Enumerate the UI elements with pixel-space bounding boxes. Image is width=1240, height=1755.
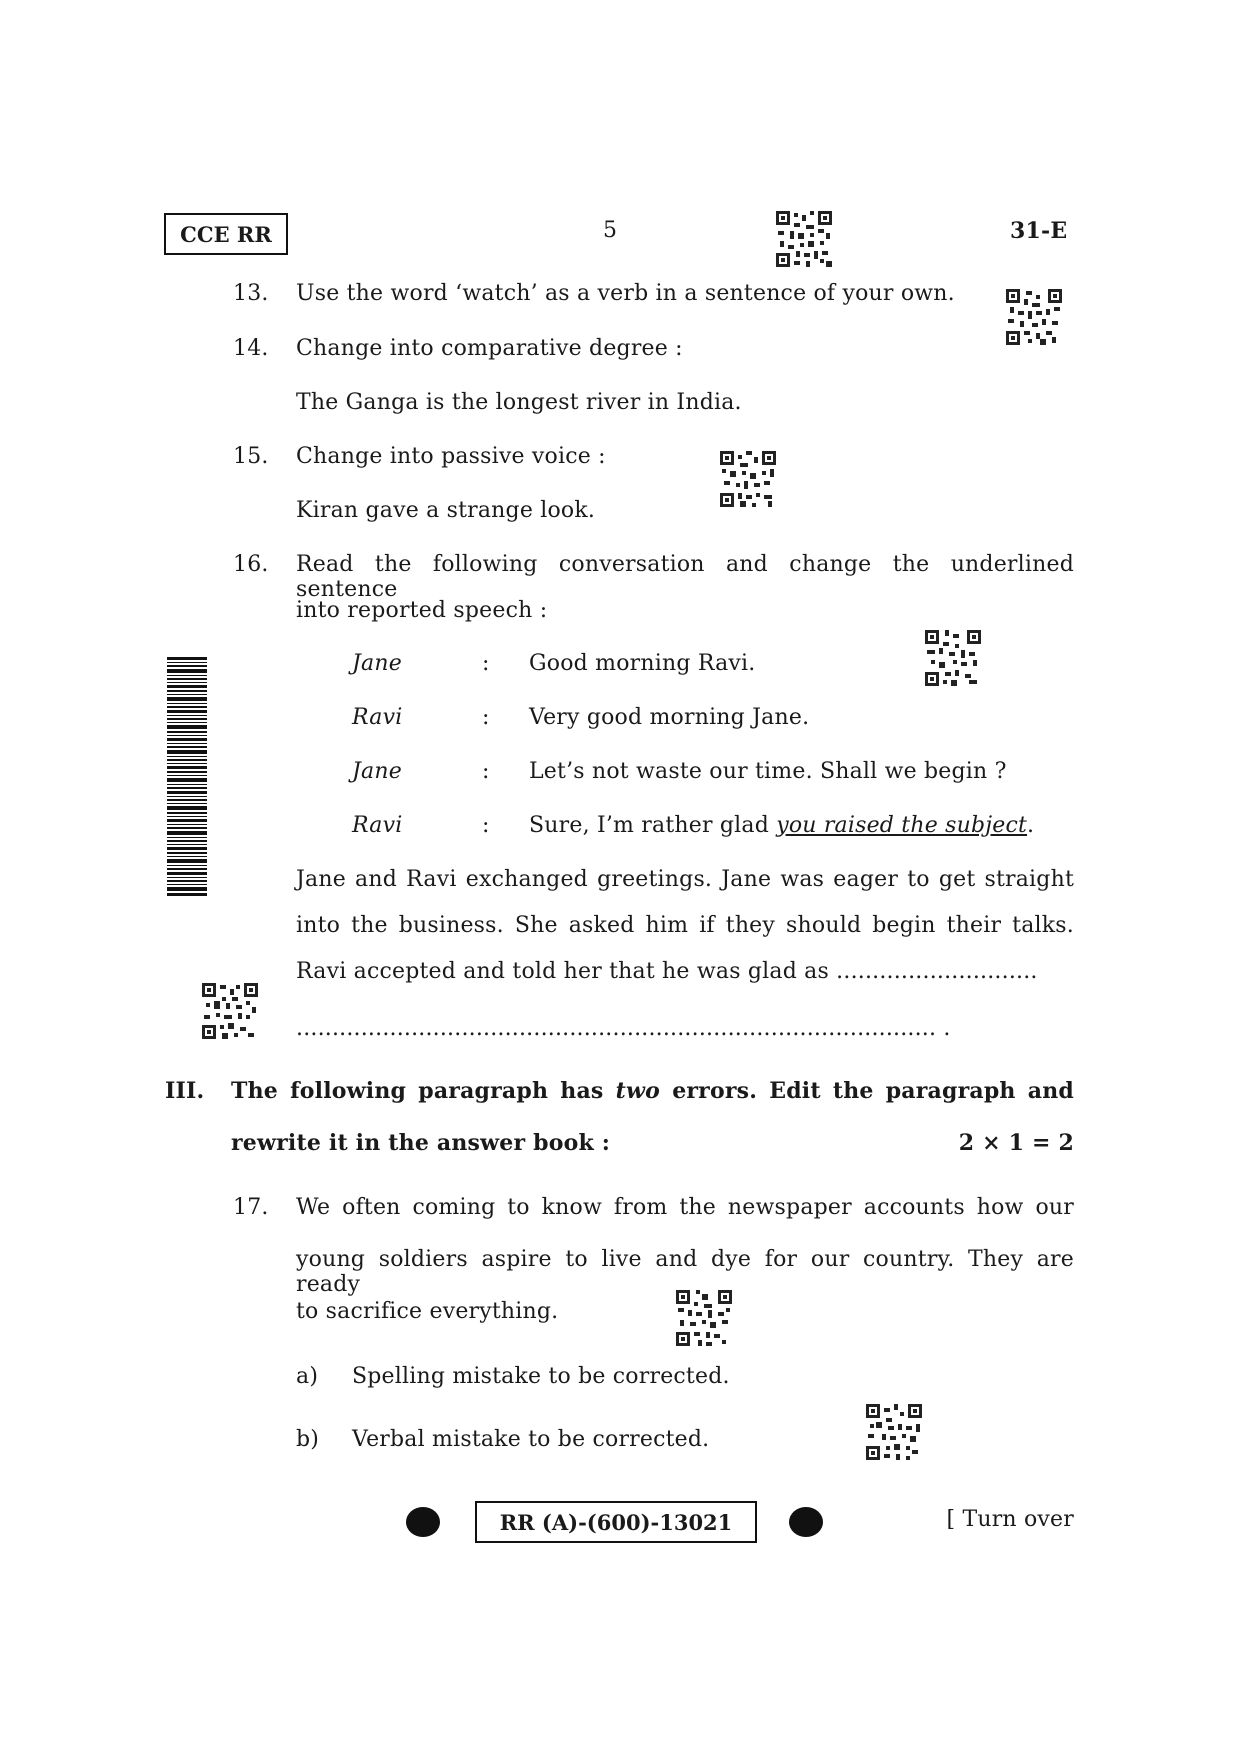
conversation-line-start: Sure, I’m rather glad bbox=[529, 813, 777, 838]
marks-label: 2 × 1 = 2 bbox=[958, 1130, 1074, 1156]
qr-code-icon bbox=[676, 1290, 732, 1346]
qr-code-icon bbox=[925, 630, 981, 686]
option-label: b) bbox=[296, 1427, 320, 1452]
qr-code-icon bbox=[866, 1404, 922, 1460]
speaker-name: Ravi bbox=[352, 705, 403, 730]
speaker-separator: : bbox=[482, 651, 490, 676]
header-code-right: 31-E bbox=[1010, 218, 1068, 244]
question-text: Change into comparative degree : bbox=[296, 336, 683, 361]
question-text: Read the following conversation and change the underlined sentence bbox=[296, 552, 1074, 602]
conversation-line: Very good morning Jane. bbox=[529, 705, 810, 730]
question-number: 14. bbox=[233, 336, 269, 361]
speaker-name: Ravi bbox=[352, 813, 403, 838]
question-text: to sacrifice everything. bbox=[296, 1299, 559, 1324]
question-subtext: Kiran gave a strange look. bbox=[296, 498, 596, 523]
question-text: Use the word ‘watch’ as a verb in a sentence of your own. bbox=[296, 281, 955, 306]
conversation-line: Good morning Ravi. bbox=[529, 651, 756, 676]
reported-speech-line: ......................................................................................... . bbox=[296, 1016, 951, 1041]
reported-speech-line: into the business. She asked him if they should begin their talks. bbox=[296, 913, 1074, 938]
conversation-line bbox=[529, 813, 1034, 838]
speaker-name: Jane bbox=[352, 651, 402, 676]
conversation-line: Let’s not waste our time. Shall we begin ? bbox=[529, 759, 1007, 784]
qr-code-icon bbox=[776, 211, 832, 267]
section-instruction: rewrite it in the answer book : bbox=[231, 1130, 611, 1156]
conversation-line-end: . bbox=[1027, 813, 1035, 838]
speaker-name: Jane bbox=[352, 759, 402, 784]
question-text: Change into passive voice : bbox=[296, 444, 606, 469]
page-number: 5 bbox=[603, 218, 618, 243]
option-text: Spelling mistake to be corrected. bbox=[352, 1364, 730, 1389]
qr-code-icon bbox=[202, 983, 258, 1039]
question-number: 15. bbox=[233, 444, 269, 469]
option-text: Verbal mistake to be corrected. bbox=[352, 1427, 710, 1452]
turn-over-label: [ Turn over bbox=[946, 1507, 1074, 1532]
header-code-left-text: CCE RR bbox=[180, 221, 272, 247]
barcode-icon bbox=[167, 657, 207, 897]
qr-code-icon bbox=[1006, 289, 1062, 345]
question-number: 17. bbox=[233, 1195, 269, 1220]
reported-speech-line: Jane and Ravi exchanged greetings. Jane was eager to get straight bbox=[296, 867, 1074, 892]
registration-dot bbox=[789, 1507, 823, 1537]
section-instruction-emphasis: two bbox=[615, 1078, 661, 1104]
section-instruction-start: The following paragraph has bbox=[231, 1078, 616, 1104]
question-text: young soldiers aspire to live and dye for our country. They are ready bbox=[296, 1247, 1074, 1297]
option-label: a) bbox=[296, 1364, 319, 1389]
question-text: We often coming to know from the newspaper accounts how our bbox=[296, 1195, 1074, 1220]
barcode-icon bbox=[167, 657, 207, 897]
footer-code-text: RR (A)-(600)-13021 bbox=[499, 1509, 733, 1535]
question-text: into reported speech : bbox=[296, 598, 548, 623]
footer-code-box bbox=[475, 1501, 757, 1543]
question-number: 13. bbox=[233, 281, 269, 306]
reported-speech-line: Ravi accepted and told her that he was glad as ............................ bbox=[296, 959, 1038, 984]
underlined-sentence: you raised the subject bbox=[776, 813, 1028, 838]
registration-dot bbox=[406, 1507, 440, 1537]
qr-code-icon bbox=[720, 451, 776, 507]
speaker-separator: : bbox=[482, 705, 490, 730]
section-number: III. bbox=[165, 1078, 205, 1104]
question-subtext: The Ganga is the longest river in India. bbox=[296, 390, 742, 415]
speaker-separator: : bbox=[482, 759, 490, 784]
section-instruction-end: errors. Edit the paragraph and bbox=[660, 1078, 1074, 1104]
header-code-left bbox=[164, 213, 288, 255]
section-instruction bbox=[231, 1078, 1074, 1104]
speaker-separator: : bbox=[482, 813, 490, 838]
question-number: 16. bbox=[233, 552, 269, 577]
